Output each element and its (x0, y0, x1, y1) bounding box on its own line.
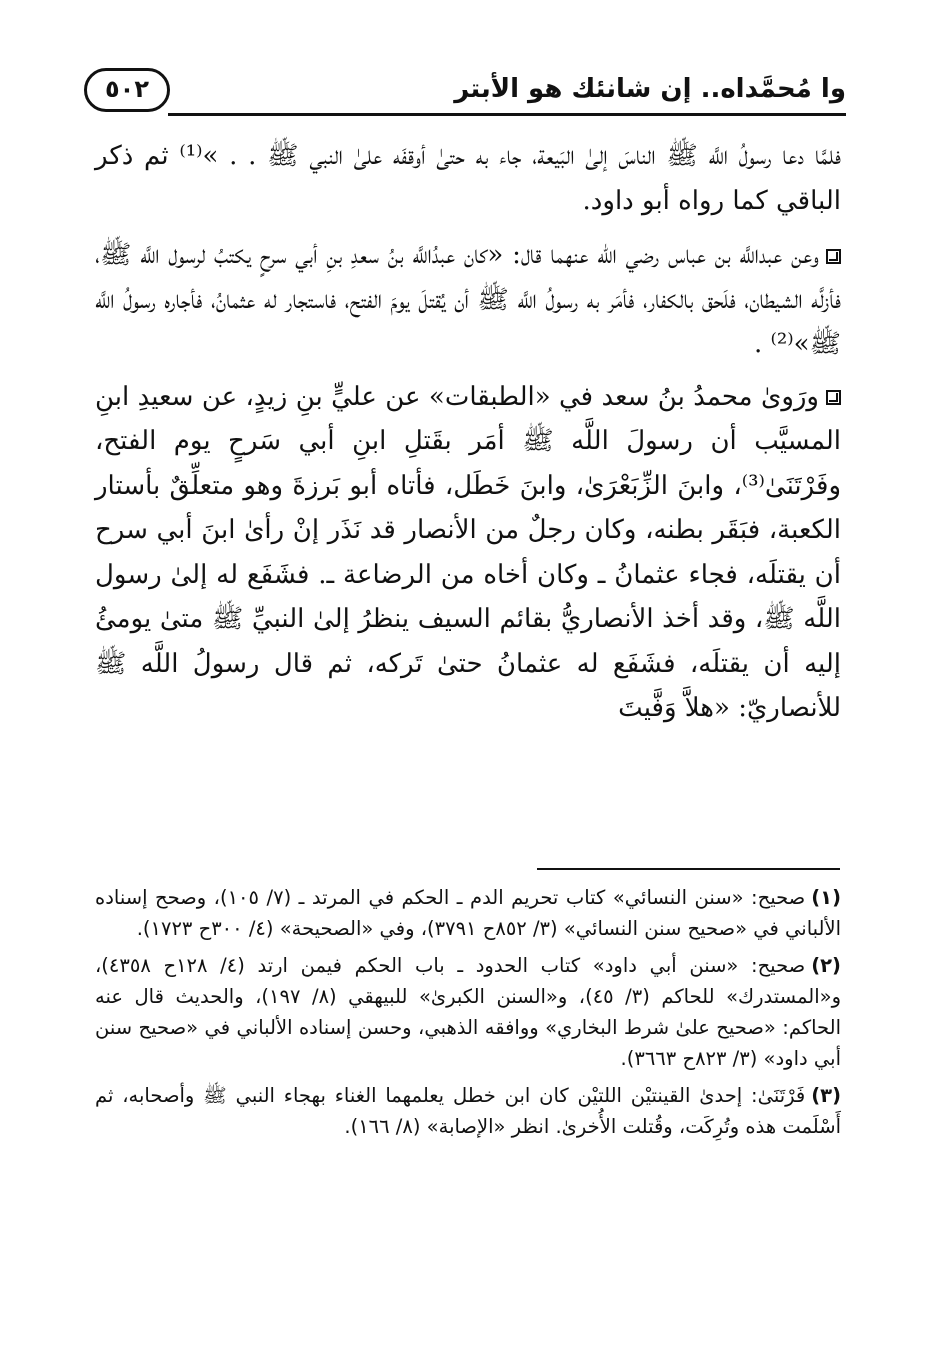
paragraph-bullet-icon (826, 390, 841, 405)
footnote-divider (537, 868, 840, 870)
paragraph-3-text: ورَوىٰ محمدُ بنُ سعد في «الطبقات» عن عليٍّ بنِ زيدٍ، عن سعيدِ ابنِ المسيَّب أن رسولَ اللَّه ﷺ أمَر بقَتلِ ابنِ أبي سَرحٍ يوم الفتح، وفَرْتَنَىٰ⁽³⁾، وابنَ الزِّبَعْرَىٰ، وابنَ خَطَل، فأتاه أبو بَرزةَ وهو متعلِّقٌ بأستار الكعبة، فبَقَر بطنه، وكان رجلٌ من الأنصار قد نَذَر إنْ رأىٰ ابنَ أبي سرح أن يقتلَه، فجاء عثمانُ ـ وكان أخاه من الرضاعة ـ. فشَفَع له إلىٰ رسول اللَّه ﷺ، وقد أخذ الأنصاريُّ بقائم السيف ينظرُ إلىٰ النبيِّ ﷺ متىٰ يومئُ إليه أن يقتلَه، فشَفَع له عثمانُ حتىٰ تَركه، ثم قال رسولُ اللَّه ﷺ للأنصاريّ: «هلاَّ وَفَّيتَ (95, 381, 841, 723)
page-number: ٥٠٢ (84, 68, 170, 112)
footnotes (95, 882, 841, 1148)
paragraph-2 (95, 233, 841, 367)
paragraph-3 (95, 375, 841, 731)
footnote-number: (٢) (811, 954, 841, 977)
running-header (84, 68, 846, 116)
paragraph-2-text: وعن عبداللَّه بن عباس رضي الله عنهما قال: «كان عبدُاللَّه بنُ سعدِ بنِ أبي سرحٍ يكتبُ لرسول اللَّه ﷺ، فأزلَّه الشيطان، فلَحق بالكفار، فأمَر به رسولُ اللَّه ﷺ أن يُقتلَ يومَ الفتح، فاستجار له عثمانُ، فأجاره رسولُ اللَّه ﷺ»⁽²⁾ . (95, 240, 841, 359)
paragraph-bullet-icon (826, 249, 841, 264)
main-text (95, 134, 841, 731)
footnote-number: (٣) (811, 1084, 841, 1107)
header-title: وا مُحمَّداه.. إن شانئك هو الأبتر (454, 74, 846, 104)
footnote-1 (95, 882, 841, 944)
footnote-text: صحيح: «سنن أبي داود» كتاب الحدود ـ باب الحكم فيمن ارتد (٤/ ١٢٨ح ٤٣٥٨)، و«المستدرك» للحاكم (٣/ ٤٥)، و«السنن الكبرىٰ» للبيهقي (٨/ ١٩٧)، والحديث قال عنه الحاكم: «صحيح علىٰ شرط البخاري» ووافقه الذهبي، وحسن إسناده الألباني في «صحيح سنن أبي داود» (٣/ ٨٢٣ح ٣٦٦٣). (95, 954, 841, 1070)
footnote-3 (95, 1080, 841, 1142)
footnote-number: (١) (811, 886, 841, 909)
header-rule (168, 113, 846, 116)
footnote-text: فَرْتَنَىٰ: إحدىٰ القينتيْن اللتيْن كان ابن خطل يعلمهما الغناء بهجاء النبي ﷺ وأصحابه، ثم أَسْلَمت هذه وتُرِكَت، وقُتلت الأُخرىٰ. انظر «الإصابة» (٨/ ١٦٦). (95, 1084, 841, 1138)
footnote-text: صحيح: «سنن النسائي» كتاب تحريم الدم ـ الحكم في المرتد ـ (٧/ ١٠٥)، وصحح إسناده الألباني في «صحيح سنن النسائي» (٣/ ٨٥٢ح ٣٧٩١)، وفي «الصحيحة» (٤/ ٣٠٠ح ١٧٢٣). (95, 886, 841, 940)
footnote-2 (95, 950, 841, 1074)
paragraph-1: فلمَّا دعا رسولُ اللَّه ﷺ الناسَ إلىٰ البَيعة، جاء به حتىٰ أوقفَه علىٰ النبي ﷺ . . »⁽¹⁾ ثم ذكر الباقي كما رواه أبو داود. (95, 141, 841, 216)
